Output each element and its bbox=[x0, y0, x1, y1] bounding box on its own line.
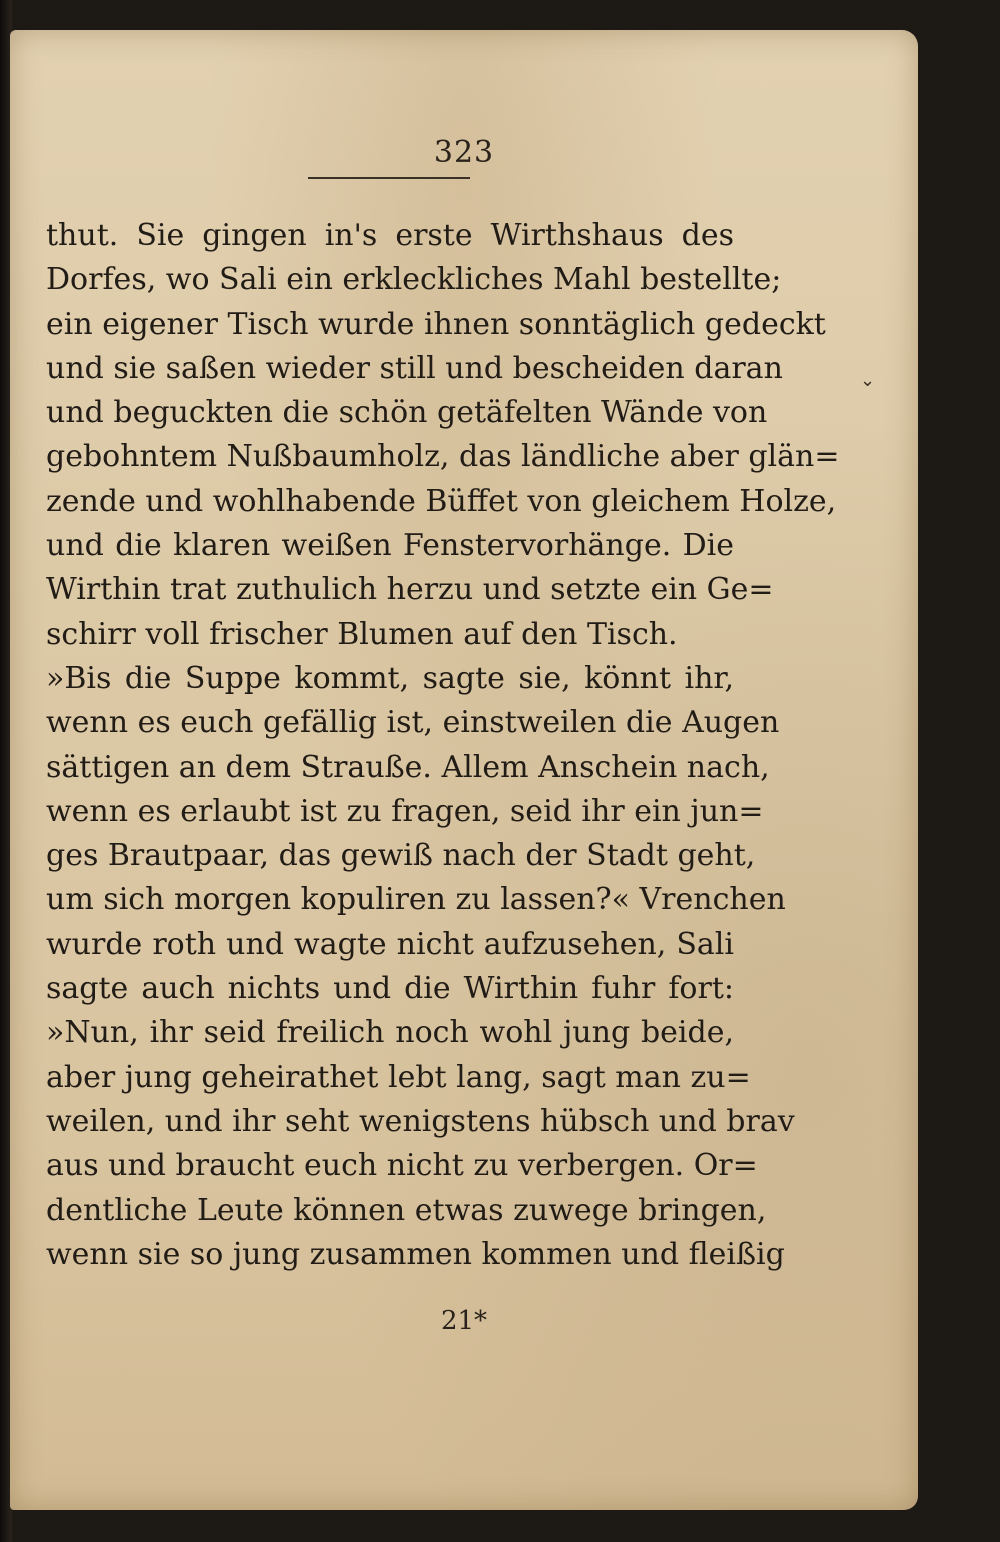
text-line: dentliche Leute können etwas zuwege bringen, bbox=[46, 1192, 767, 1228]
text-line: schirr voll frischer Blumen auf den Tisch. bbox=[46, 616, 678, 652]
book-page bbox=[10, 30, 918, 1510]
text-line: »Bis die Suppe kommt, sagte sie, könnt ihr, bbox=[46, 660, 734, 696]
text-line: weilen, und ihr seht wenigstens hübsch und brav bbox=[46, 1103, 795, 1139]
text-line: und sie saßen wieder still und bescheiden daran bbox=[46, 350, 783, 386]
text-line: und beguckten die schön getäfelten Wände von bbox=[46, 395, 768, 431]
margin-mark: ⌄ bbox=[860, 370, 876, 391]
text-line: aus und braucht euch nicht zu verbergen. Or= bbox=[46, 1148, 758, 1184]
text-line: um sich morgen kopuliren zu lassen?« Vrenchen bbox=[46, 882, 786, 918]
text-line: Wirthin trat zuthulich herzu und setzte ein Ge= bbox=[46, 572, 774, 608]
header-rule bbox=[308, 177, 470, 179]
text-line: ges Brautpaar, das gewiß nach der Stadt geht, bbox=[46, 838, 756, 874]
page-number: 323 bbox=[433, 135, 495, 170]
text-line: zende und wohlhabende Büffet von gleichem Holze, bbox=[46, 483, 837, 519]
text-line: und die klaren weißen Fenstervorhänge. Die bbox=[46, 528, 734, 564]
text-line: sagte auch nichts und die Wirthin fuhr fort: bbox=[46, 971, 734, 1007]
text-line: wenn es erlaubt ist zu fragen, seid ihr ein jun= bbox=[46, 793, 764, 829]
text-line: aber jung geheirathet lebt lang, sagt man zu= bbox=[46, 1059, 751, 1095]
text-line: Dorfes, wo Sali ein erkleckliches Mahl bestellte; bbox=[46, 262, 782, 298]
text-line: gebohntem Nußbaumholz, das ländliche aber glän= bbox=[46, 439, 840, 475]
signature-mark: 21* bbox=[440, 1306, 488, 1336]
text-line: »Nun, ihr seid freilich noch wohl jung beide, bbox=[46, 1015, 734, 1051]
body-text bbox=[46, 214, 840, 1277]
text-line: ein eigener Tisch wurde ihnen sonntäglich gedeckt bbox=[46, 306, 826, 342]
text-line: wenn sie so jung zusammen kommen und fleißig bbox=[46, 1236, 785, 1272]
text-line: wurde roth und wagte nicht aufzusehen, Sali bbox=[46, 926, 734, 962]
text-line: wenn es euch gefällig ist, einstweilen die Augen bbox=[46, 705, 780, 741]
text-line: sättigen an dem Strauße. Allem Anschein nach, bbox=[46, 749, 770, 785]
text-line: thut. Sie gingen in's erste Wirthshaus des bbox=[46, 218, 734, 253]
